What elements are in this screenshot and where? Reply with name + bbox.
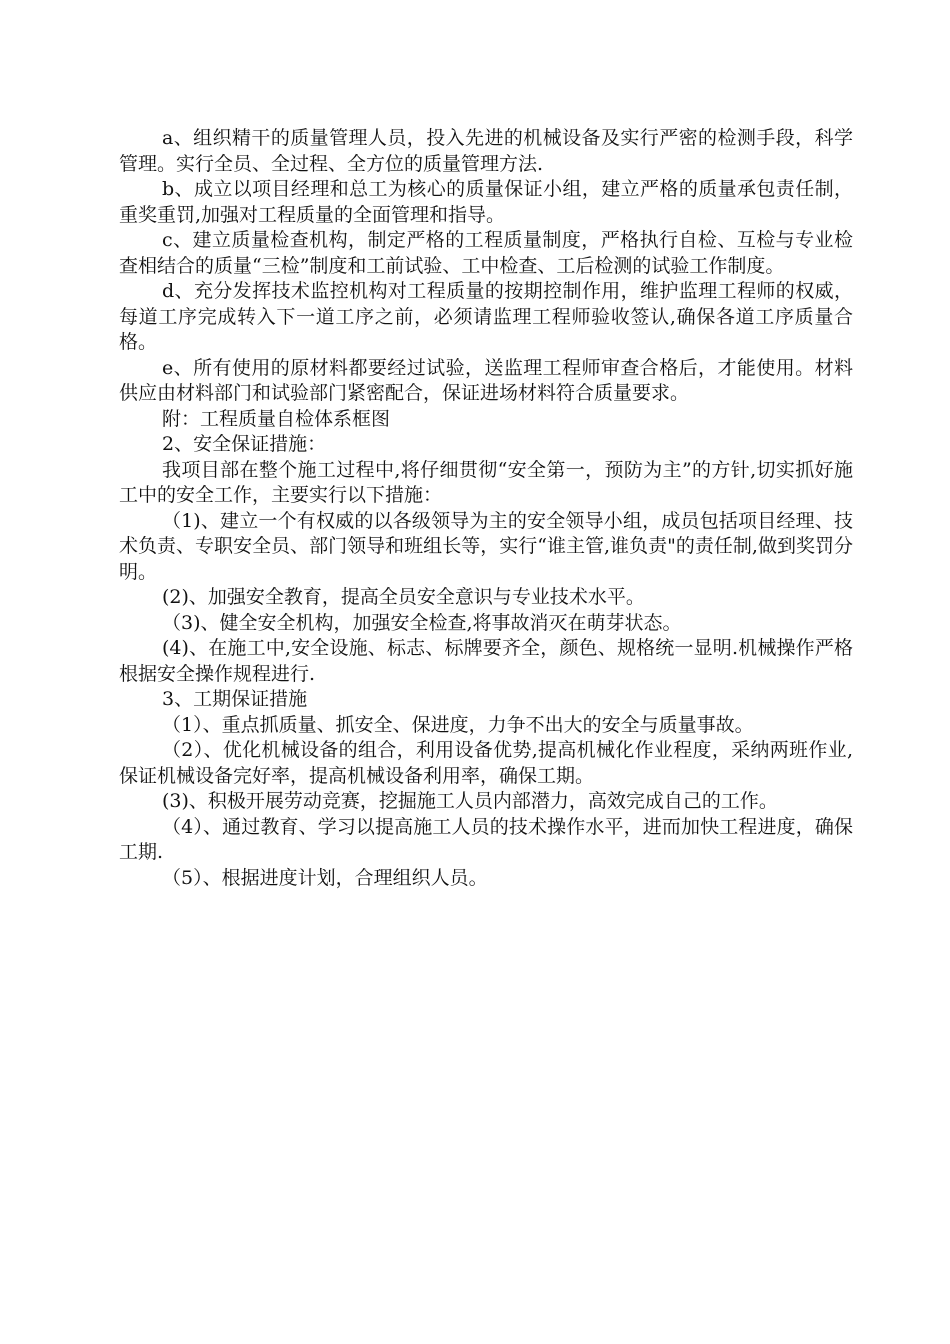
paragraph-safety-2: (2)、加强安全教育，提高全员安全意识与专业技术水平。 <box>162 586 645 608</box>
paragraph-schedule-4: （4）、通过教育、学习以提高施工人员的技术操作水平，进而加快工程进度，确保工期. <box>119 815 853 863</box>
paragraph-safety-3: （3)、健全安全机构，加强安全检查,将事故消灭在萌芽状态。 <box>162 611 682 634</box>
section-heading-safety: 2、安全保证措施： <box>162 433 327 455</box>
paragraph-schedule-2: （2）、优化机械设备的组合，利用设备优势,提高机械化作业程度，采纳两班作业,保证机械设备完好率，提高机械设备利用率，确保工期。 <box>119 739 853 787</box>
paragraph-safety-intro: 我项目部在整个施工过程中,将仔细贯彻“安全第一，预防为主”的方针,切实抓好施工中的安全工作，主要实行以下措施： <box>119 458 853 506</box>
paragraph-quality-e: e、所有使用的原材料都要经过试验，送监理工程师审查合格后，才能使用。材料供应由材料部门和试验部门紧密配合，保证进场材料符合质量要求。 <box>119 356 853 404</box>
paragraph-schedule-1: （1）、重点抓质量、抓安全、保进度，力争不出大的安全与质量事故。 <box>162 713 754 736</box>
paragraph-safety-1: （1)、建立一个有权威的以各级领导为主的安全领导小组，成员包括项目经理、技术负责、专职安全员、部门领导和班组长等，实行“谁主管,谁负责"的责任制,做到奖罚分明。 <box>119 509 853 583</box>
paragraph-quality-d: d、充分发挥技术监控机构对工程质量的按期控制作用，维护监理工程师的权威，每道工序完成转入下一道工序之前，必须请监理工程师验收签认,确保各道工序质量合格。 <box>119 280 853 353</box>
paragraph-schedule-3: (3)、积极开展劳动竞赛，挖掘施工人员内部潜力，高效完成自己的工作。 <box>162 790 778 812</box>
paragraph-quality-c: c、建立质量检查机构，制定严格的工程质量制度，严格执行自检、互检与专业检查相结合的质量“三检”制度和工前试验、工中检查、工后检测的试验工作制度。 <box>119 229 853 277</box>
paragraph-quality-a: a、组织精干的质量管理人员，投入先进的机械设备及实行严密的检测手段，科学管理。实行全员、全过程、全方位的质量管理方法. <box>119 127 853 175</box>
paragraph-safety-4: (4)、在施工中,安全设施、标志、标牌要齐全，颜色、规格统一显明.机械操作严格根据安全操作规程进行. <box>119 637 853 685</box>
section-heading-schedule: 3、工期保证措施 <box>162 688 308 710</box>
paragraph-appendix-note: 附：工程质量自检体系框图 <box>162 407 391 430</box>
paragraph-schedule-5: （5）、根据进度计划，合理组织人员。 <box>162 866 488 889</box>
paragraph-quality-b: b、成立以项目经理和总工为核心的质量保证小组，建立严格的质量承包责任制，重奖重罚,加强对工程质量的全面管理和指导。 <box>119 178 853 226</box>
document-body <box>119 126 853 891</box>
